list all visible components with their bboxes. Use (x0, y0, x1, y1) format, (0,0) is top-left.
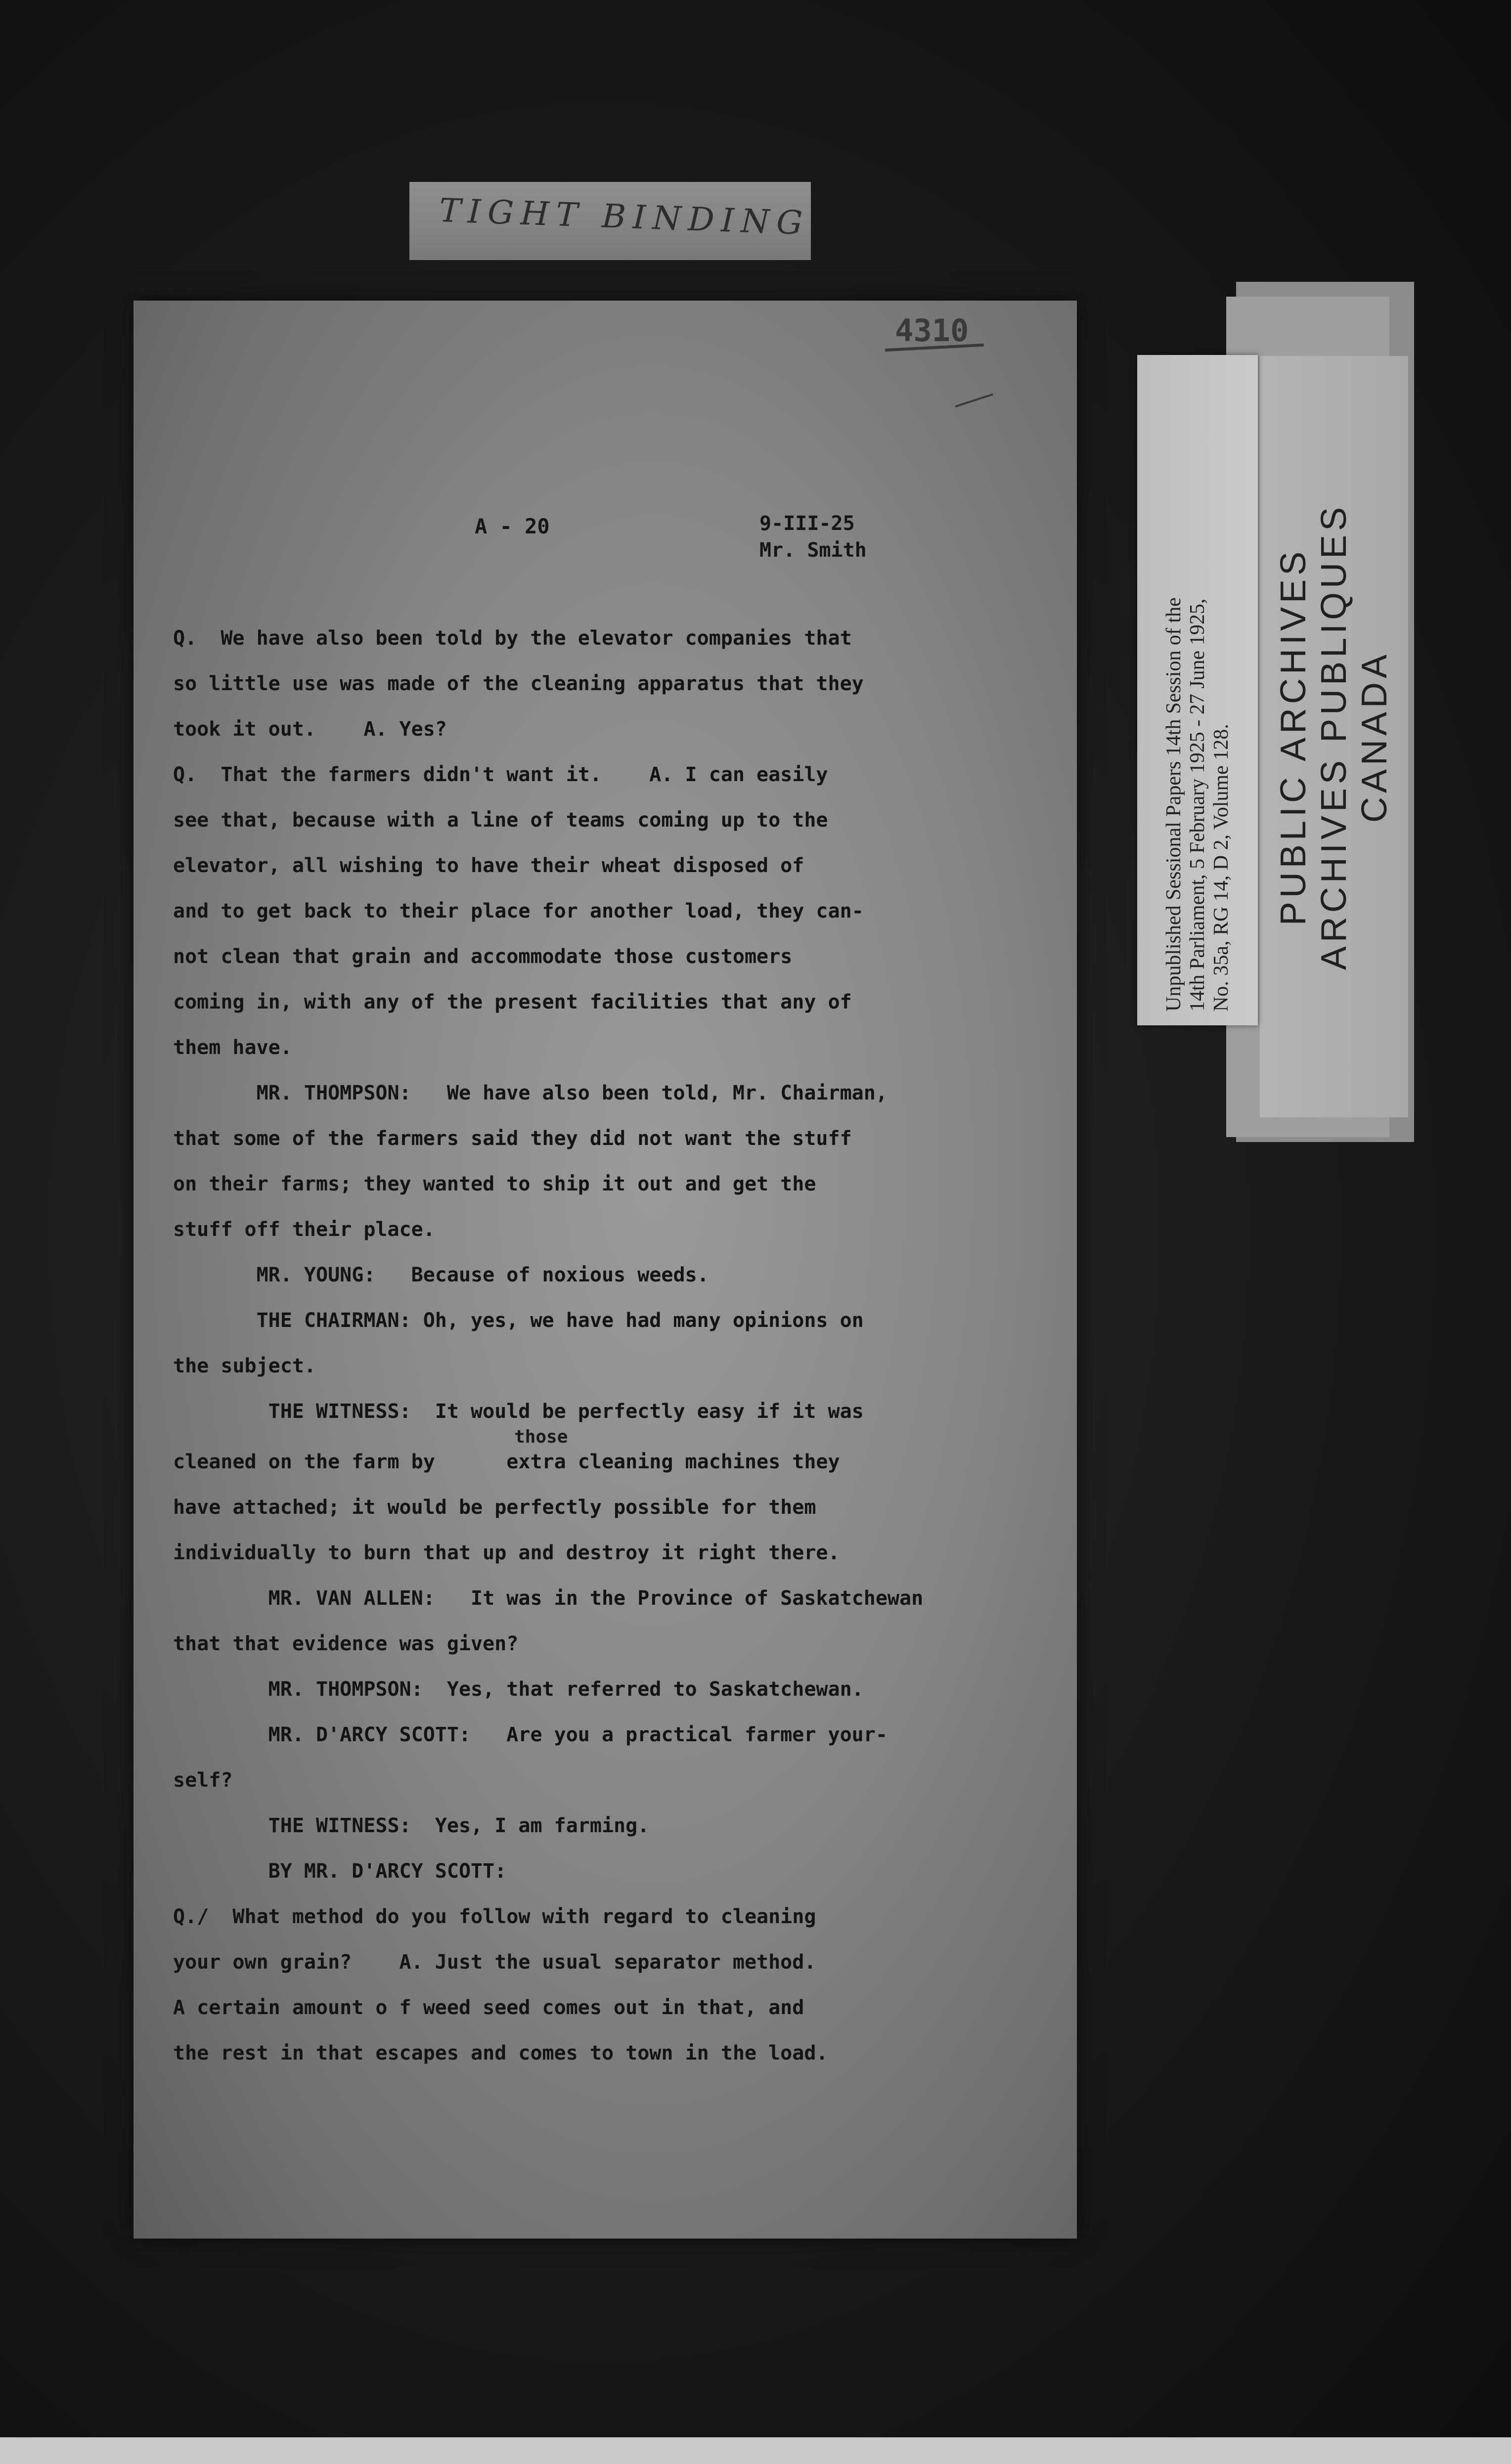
transcript-line: MR. THOMPSON: We have also been told, Mr. Chairman, (173, 1082, 888, 1104)
interlinear-correction: those (514, 1427, 568, 1447)
transcript-line: self? (173, 1769, 233, 1792)
transcript-line: Q. That the farmers didn't want it. A. I can easily (173, 763, 828, 786)
transcript-line: the subject. (173, 1355, 316, 1377)
transcript-line: BY MR. D'ARCY SCOTT: (173, 1860, 507, 1883)
transcript-line: A certain amount o f weed seed comes out in that, and (173, 1996, 804, 2019)
transcript-line: the rest in that escapes and comes to town in the load. (173, 2042, 828, 2065)
film-edge-strip (0, 2437, 1511, 2464)
transcript-line: individually to burn that up and destroy it right there. (173, 1541, 840, 1564)
transcript-line: MR. VAN ALLEN: It was in the Province of Saskatchewan (173, 1587, 924, 1610)
tight-binding-label (409, 182, 811, 260)
transcript-line: took it out. A. Yes? (173, 718, 447, 741)
archive-reference-text (1162, 369, 1233, 1012)
transcript-line: MR. THOMPSON: Yes, that referred to Saskatchewan. (173, 1678, 864, 1701)
transcript-line: Q./ What method do you follow with regard to cleaning (173, 1905, 816, 1928)
transcript-line: THE WITNESS: It would be perfectly easy if it was (173, 1400, 864, 1423)
archive-stamp-card (1260, 356, 1408, 1117)
transcript-line: Q. We have also been told by the elevator companies that (173, 627, 852, 650)
transcript-line: that that evidence was given? (173, 1632, 519, 1655)
reference-line: Unpublished Sessional Papers 14th Session of the (1162, 597, 1185, 1012)
transcript-line: on their farms; they wanted to ship it out and get the (173, 1173, 816, 1195)
transcript-line: MR. YOUNG: Because of noxious weeds. (173, 1264, 709, 1286)
transcript-line: them have. (173, 1036, 292, 1059)
header-speaker: Mr. Smith (759, 539, 867, 562)
archive-label-stack (1137, 282, 1414, 1142)
transcript-line: stuff off their place. (173, 1218, 435, 1241)
stamp-line: CANADA (1355, 650, 1394, 823)
transcript-line: and to get back to their place for another load, they can- (173, 900, 864, 923)
transcript-line: THE WITNESS: Yes, I am farming. (173, 1814, 650, 1837)
page-section-label: A - 20 (475, 514, 550, 538)
transcript-line: that some of the farmers said they did not want the stuff (173, 1127, 852, 1150)
transcript-line: MR. D'ARCY SCOTT: Are you a practical farmer your- (173, 1723, 888, 1746)
page-header-right (759, 510, 867, 564)
archive-reference-label (1137, 355, 1258, 1025)
tight-binding-text: TIGHT BINDING (438, 191, 810, 243)
transcript-line: coming in, with any of the present facilities that any of (173, 991, 852, 1013)
handwritten-tick-mark (955, 394, 993, 408)
transcript-line: not clean that grain and accommodate those customers (173, 945, 793, 968)
transcript-line: cleaned on the farm by extra cleaning machines they (173, 1451, 840, 1473)
stamp-line: PUBLIC ARCHIVES (1274, 547, 1313, 926)
transcript-line: so little use was made of the cleaning apparatus that they (173, 672, 864, 695)
transcript-line: have attached; it would be perfectly possible for them (173, 1496, 816, 1519)
typed-document-page (133, 301, 1077, 2239)
reference-line: 14th Parliament, 5 February 1925 - 27 June 1925, (1186, 598, 1209, 1012)
reference-line: No. 35a, RG 14, D 2, Volume 128. (1210, 724, 1233, 1012)
archive-page-number: 4310 (895, 312, 969, 349)
stamp-line: ARCHIVES PUBLIQUES (1314, 503, 1354, 970)
transcript-line: see that, because with a line of teams coming up to the (173, 809, 828, 832)
archive-stamp-text (1273, 440, 1395, 1033)
header-date: 9-III-25 (759, 512, 855, 535)
transcript-line: elevator, all wishing to have their wheat disposed of (173, 854, 804, 877)
transcript-line: THE CHAIRMAN: Oh, yes, we have had many opinions on (173, 1309, 864, 1332)
transcript-line: your own grain? A. Just the usual separator method. (173, 1951, 816, 1974)
